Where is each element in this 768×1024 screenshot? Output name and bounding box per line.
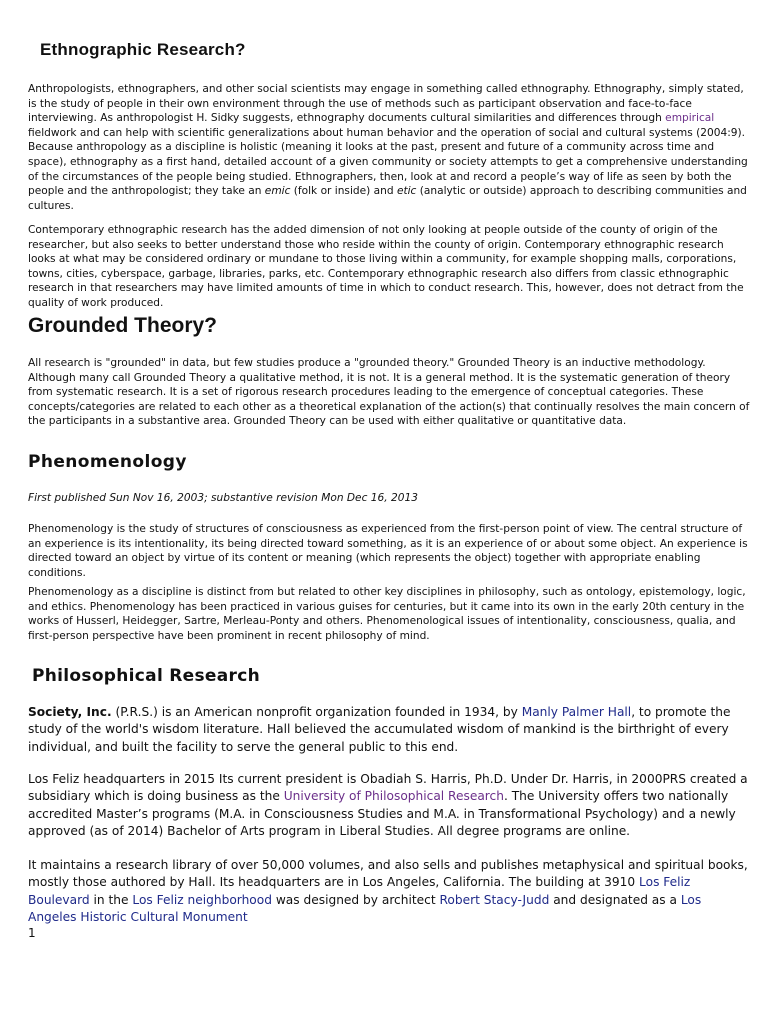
philosophical-paragraph-2 [28, 771, 750, 841]
text-run: fieldwork and can help with scientific generalizations about human behavior and the operation of social and cultural systems (2004:9). Because anthropology as a discipline is holistic (meaning it looks at the past, present and future of a community across time and space), ethnography as a first hand, detailed account of a given community or society attempts to get a comprehensive understanding of the circumstances of the people being studied. Ethnographers, then, look at and record a people’s way of life as seen by both the people and the anthropologist; they take an [28, 126, 748, 198]
ethnography-paragraph-1 [28, 82, 750, 213]
etic-term: etic [396, 185, 417, 198]
ethnography-paragraph-2: Contemporary ethnographic research has the added dimension of not only looking at people outside of the county of origin of the researcher, but also seeks to better understand those who reside within the county of origin. Contemporary ethnographic research looks at what may be considered ordinary or mundane to those living within a community, for example shopping malls, corporations, towns, cities, cyberspace, garbage, libraries, parks, etc. Contemporary ethnographic research also differs from classic ethnographic research in that researchers may have limited amounts of time in which to conduct research. This, however, does not detract from the quality of work produced. [28, 224, 744, 309]
los-feliz-boulevard-link[interactable]: Los Feliz Boulevard [28, 875, 691, 907]
publication-dates: First published Sun Nov 16, 2003; substantive revision Mon Dec 16, 2013 [28, 492, 418, 504]
ethnographic-research-heading: Ethnographic Research? [40, 40, 246, 59]
text-run: (folk or inside) and [290, 185, 397, 198]
manly-palmer-hall-link[interactable]: Manly Palmer Hall [521, 705, 632, 719]
los-feliz-neighborhood-link[interactable]: Los Feliz neighborhood [132, 892, 272, 907]
philosophical-paragraph-1 [28, 704, 750, 756]
phenomenology-paragraph-2: Phenomenology as a discipline is distinct from but related to other key disciplines in philosophy, such as ontology, epistemology, logic, and ethics. Phenomenology has been practiced in various guises for centuries, but it came into its own in the early 20th century in the works of Husserl, Heidegger, Sartre, Merleau-Ponty and others. Phenomenological issues of intentionality, consciousness, qualia, and first-person perspective have been prominent in recent philosophy of mind. [28, 586, 746, 642]
philosophical-research-heading: Philosophical Research [32, 666, 260, 686]
philosophical-paragraph-3 [28, 857, 750, 927]
grounded-theory-paragraph: All research is "grounded" in data, but few studies produce a "grounded theory." Grounded Theory is an inductive methodology. Although many call Grounded Theory a qualitative method, it is not. It is a general method. It is the systematic generation of theory from systematic research. It is a set of rigorous research procedures leading to the emergence of conceptual categories. These concepts/categories are related to each other as a theoretical explanation of the action(s) that continually resolves the main concern of the participants in a substantive area. Grounded Theory can be used with either qualitative or quantitative data. [28, 357, 750, 428]
text-run: was designed by architect [271, 892, 440, 907]
page-number: 1 [28, 926, 36, 940]
text-run: and designated as a [549, 892, 681, 907]
historic-cultural-monument-link[interactable]: Los Angeles Historic Cultural Monument [28, 892, 702, 925]
society-inc-text: Society, Inc. [28, 705, 112, 719]
grounded-theory-heading: Grounded Theory? [28, 314, 217, 337]
text-run: (P.R.S.) is an American nonprofit organization founded in 1934, by [111, 705, 522, 719]
text-run: Anthropologists, ethnographers, and other social scientists may engage in something called ethnography. Ethnography, simply stated, is the study of people in their own environment through the use of methods such as participant observation and face-to-face interviewing. As anthropologist H. Sidky suggests, ethnography documents cultural similarities and differences through [28, 83, 744, 125]
text-run: , to promote the study of the world's wisdom literature. Hall believed the accumulated wisdom of mankind is the birthright of every individual, and built the facility to serve the general public to this end. [28, 705, 731, 754]
text-run: (analytic or outside) approach to describing communities and cultures. [28, 185, 747, 212]
text-run: Los Feliz headquarters in 2015 Its current president is Obadiah S. Harris, Ph.D. Under Dr. Harris, in 2000PRS created a subsidiary which is doing business as the [28, 772, 748, 804]
phenomenology-paragraph-1: Phenomenology is the study of structures of consciousness as experienced from the first-person point of view. The central structure of an experience is its intentionality, its being directed toward something, as it is an experience of or about some object. An experience is directed toward an object by virtue of its content or meaning (which represents the object) together with appropriate enabling conditions. [28, 523, 748, 579]
university-of-philosophical-research-link[interactable]: University of Philosophical Research [283, 789, 504, 804]
text-run: . The University offers two nationally accredited Master’s programs (M.A. in Consciousness Studies and M.A. in Transformational Psychology) and a newly approved (as of 2014) Bachelor of Arts program in Liberal Studies. All degree programs are online. [28, 789, 736, 839]
phenomenology-heading: Phenomenology [28, 452, 187, 472]
text-run: It maintains a research library of over 50,000 volumes, and also sells and publishes metaphysical and spiritual books, mostly those authored by Hall. Its headquarters are in Los Angeles, California. The building at 3910 [28, 858, 748, 890]
emic-term: emic [264, 185, 291, 198]
empirical-link[interactable]: empirical [665, 112, 715, 125]
robert-stacy-judd-link[interactable]: Robert Stacy-Judd [439, 892, 550, 907]
text-run: in the [89, 892, 133, 907]
